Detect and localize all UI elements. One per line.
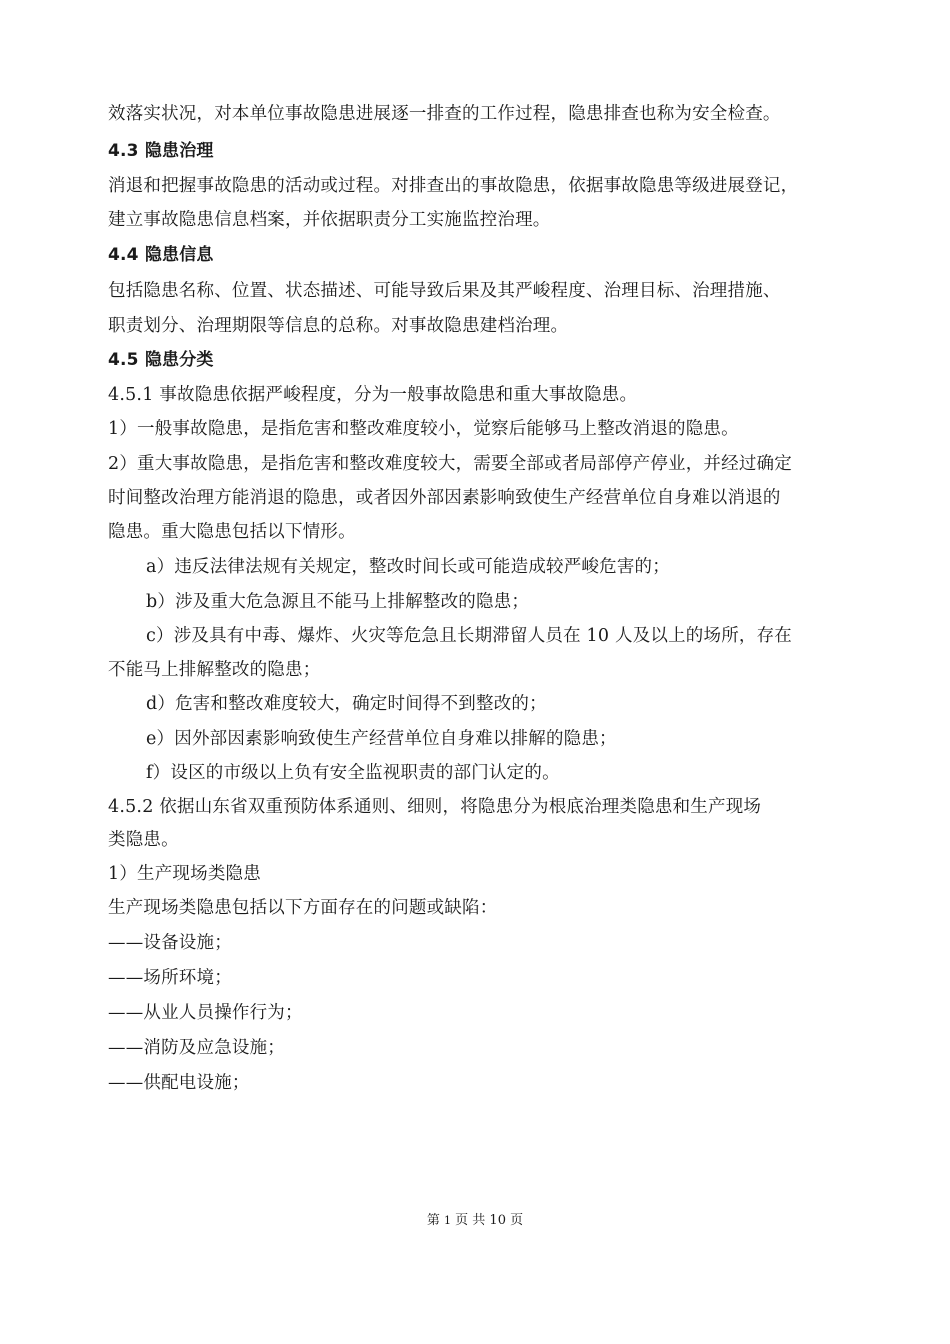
- paragraph-production-site-intro: 生产现场类隐患包括以下方面存在的问题或缺陷：: [108, 898, 498, 918]
- list-item-production-site: 1）生产现场类隐患: [108, 864, 261, 884]
- sub-item-b: b）涉及重大危急源且不能马上排解整改的隐患；: [146, 592, 530, 612]
- dash-item-equipment: ——设备设施；: [108, 933, 232, 953]
- sub-item-a: a）违反法律法规有关规定，整改时间长或可能造成较严峻危害的；: [146, 557, 670, 577]
- list-item-general-hazard: 1）一般事故隐患，是指危害和整改难度较小，觉察后能够马上整改消退的隐患。: [108, 419, 739, 439]
- section-heading-4-3: 4.3 隐患治理: [108, 141, 214, 161]
- paragraph-4-5-1: 4.5.1 事故隐患依据严峻程度，分为一般事故隐患和重大事故隐患。: [108, 385, 638, 405]
- paragraph-4-5-2-line-1: 4.5.2 依据山东省双重预防体系通则、细则，将隐患分为根底治理类隐患和生产现场: [108, 797, 762, 817]
- paragraph-4-4-line-2: 职责划分、治理期限等信息的总称。对事故隐患建档治理。: [108, 316, 569, 336]
- list-item-major-hazard-line-1: 2）重大事故隐患，是指危害和整改难度较大，需要全部或者局部停产停业，并经过确定: [108, 454, 792, 474]
- dash-item-operator-behavior: ——从业人员操作行为；: [108, 1003, 303, 1023]
- footer-middle: 页 共: [451, 1213, 490, 1228]
- paragraph-4-3-line-1: 消退和把握事故隐患的活动或过程。对排查出的事故隐患，依据事故隐患等级进展登记，: [108, 176, 799, 196]
- sub-item-c-line-2: 不能马上排解整改的隐患；: [108, 660, 321, 680]
- sub-item-e: e）因外部因素影响致使生产经营单位自身难以排解的隐患；: [146, 729, 617, 749]
- paragraph-4-5-2-line-2: 类隐患。: [108, 830, 179, 850]
- paragraph-intro-continuation: 效落实状况，对本单位事故隐患进展逐一排查的工作过程，隐患排查也称为安全检查。: [108, 104, 781, 124]
- dash-item-power-supply: ——供配电设施；: [108, 1073, 250, 1093]
- list-item-major-hazard-line-2: 时间整改治理方能消退的隐患，或者因外部因素影响致使生产经营单位自身难以消退的: [108, 488, 781, 508]
- footer-suffix: 页: [505, 1213, 524, 1228]
- sub-item-f: f）设区的市级以上负有安全监视职责的部门认定的。: [146, 763, 560, 783]
- footer-page-number: 1: [444, 1214, 452, 1227]
- paragraph-4-3-line-2: 建立事故隐患信息档案，并依据职责分工实施监控治理。: [108, 210, 551, 230]
- footer-total-pages: 10: [489, 1213, 506, 1228]
- dash-item-fire-emergency: ——消防及应急设施；: [108, 1038, 285, 1058]
- section-heading-4-4: 4.4 隐患信息: [108, 245, 214, 265]
- sub-item-c-line-1: c）涉及具有中毒、爆炸、火灾等危急且长期滞留人员在 10 人及以上的场所，存在: [146, 626, 792, 646]
- page-footer: [0, 1212, 950, 1230]
- paragraph-4-4-line-1: 包括隐患名称、位置、状态描述、可能导致后果及其严峻程度、治理目标、治理措施、: [108, 281, 781, 301]
- list-item-major-hazard-line-3: 隐患。重大隐患包括以下情形。: [108, 522, 356, 542]
- footer-prefix: 第: [426, 1213, 445, 1228]
- sub-item-d: d）危害和整改难度较大，确定时间得不到整改的；: [146, 694, 547, 714]
- section-heading-4-5: 4.5 隐患分类: [108, 350, 214, 370]
- dash-item-environment: ——场所环境；: [108, 968, 232, 988]
